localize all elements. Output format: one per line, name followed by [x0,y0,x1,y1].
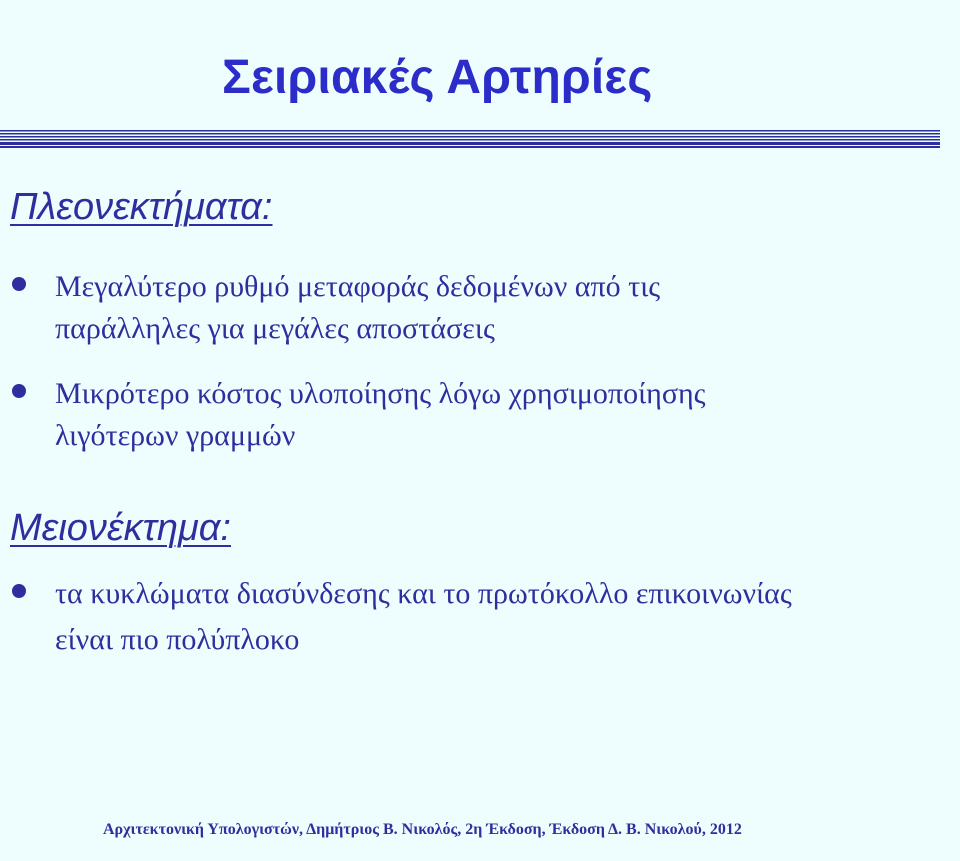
advantages-heading: Πλεονεκτήματα: [10,186,273,228]
disadvantage-item-1-line2: είναι πιο πολύπλοκο [55,623,300,656]
advantage-item-1-line2: παράλληλες για μεγάλες αποστάσεις [55,312,495,345]
title-divider [0,130,940,148]
advantage-item-2-line2: λιγότερων γραμμών [55,419,296,452]
bullet-icon [12,384,26,398]
bullet-icon [12,584,26,598]
slide-title: Σειριακές Αρτηρίες [222,51,653,104]
advantage-item-2-line1: Μικρότερο κόστος υλοποίησης λόγω χρησιμοποίησης [55,377,706,410]
disadvantage-item-1 [55,571,792,663]
advantage-item-1-line1: Μεγαλύτερο ρυθμό μεταφοράς δεδομένων από τις [55,270,661,303]
disadvantage-item-1-line1: τα κυκλώματα διασύνδεσης και το πρωτόκολλο επικοινωνίας [55,577,792,610]
disadvantages-heading: Μειονέκτημα: [10,507,231,549]
advantage-item-2 [55,373,706,457]
bullet-icon [12,277,26,291]
advantage-item-1 [55,266,660,350]
slide-footer: Αρχιτεκτονική Υπολογιστών, Δημήτριος Β. Νικολός, 2η Έκδοση, Έκδοση Δ. Β. Νικολού, 2012 [103,821,742,838]
